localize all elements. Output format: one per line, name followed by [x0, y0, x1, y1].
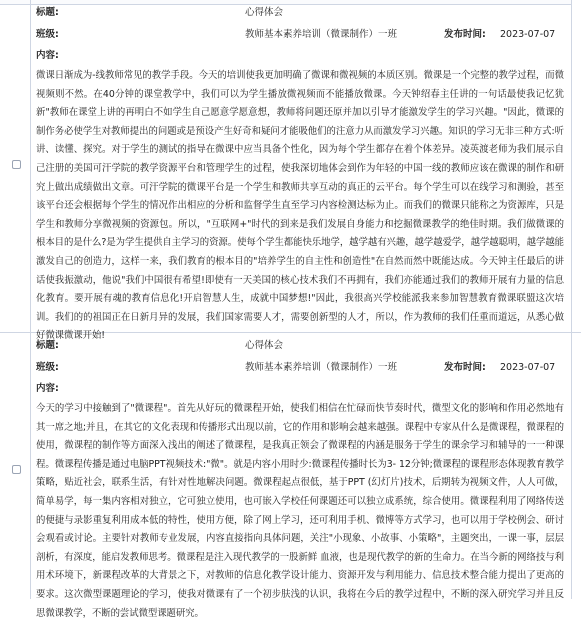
title-label: 标题:	[36, 7, 59, 18]
record-time: 2023-07-07	[500, 29, 556, 40]
checkbox-column	[0, 333, 31, 599]
content-label: 内容:	[36, 383, 59, 394]
record-title: 心得体会	[245, 7, 284, 18]
record-checkbox[interactable]	[12, 465, 21, 474]
record-time: 2023-07-07	[500, 362, 556, 373]
record-right-border	[571, 333, 581, 599]
class-label: 班级:	[36, 362, 59, 373]
record-body: 微课日渐成为-线教师常见的教学手段。今天的培训使我更加明确了微课和微视频的本质区别。微课是一个完整的教学过程，而微视频则不然。在40分钟的课堂教学中，我们可以为学生播放微视频而不能播放微课。今天钟绍春主任讲的一句话最使我记忆犹新"教师在课堂上讲的再明白不如学生自己愿意学愿意想，教师将问题还原并加以引导才能激发学生的学习兴趣。"因此，微课的制作务必使学生对教师提出的问题或是预设产生好奇和疑问才能吸他们的注意力从而激发学习兴趣。知识的学习无非三种方式:听讲、读懂、探究。对于学生的测试的指导在微课中应当具备个性化，因为每个学生都存在着个体差异。凌英渡老师为我们展示自己注册的美国可汗学院的教学资源平台和管理学生的过程，使我深切地体会到作为年轻的中国一线的教师应该在微课的制作和研究上做出成绩做出文章。可汗学院的微课平台是一个学生和教师共享互动的真正的云平台。每个学生可以在线学习和测验，甚至该平台还会根据每个学生的情况作出相应的分析和监督学生直至学习内容检测达标为止。而我们的微课只能称之为资源库，只是学生和教师分享微视频的资源包。所以，"互联网+"时代的到来是我们发展自身能力和挖掘微课教学的绝佳时期。我们做微课的根本目的是什么?是为学生提供自主学习的资源。使每个学生都能快乐地学，越学越有兴趣，越学越爱学，越学越聪明，越学越能激发自己的创造力，这样一来，我们教育的根本目的"培养学生的自主性和创造性"在自然而然中既能达成。今天钟主任最后的讲话使我振激动，他说"我们中国很有希望!即使有一天美国的核心技术我们不再拥有，我们亦能通过我们的教师开展有力量的信息化教育。要开展有魂的教育信息化!开启智慧人生，成就中国梦想!"因此，我很高兴学校能派我来参加智慧教育微课联盟这次培训。我们的的祖国正在日新月异的发展，我们国家需要人才，需要创新型的人才，所以，作为教师的我们任重而道远，从悉心做好微课微课开始!	[36, 70, 564, 342]
class-label: 班级:	[36, 29, 59, 40]
content-label: 内容:	[36, 50, 59, 61]
record-body: 今天的学习中接触到了"微课程"。首先从好玩的微课程开始，使我们相信在忙碌而快节奏时代，微型文化的影响和作用必然地有其一席之地;并且，在其它的文化表现和传播形式出现以前，它的作用和影响会越来越强。课程中专家从什么是微课程，微课程的使用，微课程的制作等方面深入浅出的阐述了微课程，是我真正领会了微课程的内涵是服务于学生的课余学习和辅导的一一种课程。微课程传播是通过电脑PPT视频技术:"微"。就是内容小用时少:微课程传播时长为3- 12分钟;微课程的课程形态体现教育教学策略，贴近社会，联系生活，有针对性地解决问题。微课程起点很低，基于PPT (幻灯片)技术，后期转为视频文件，人人可做，简单易学，每一集内容相对独立，它可独立使用，也可嵌入学校任何课题还可以独立成系统，综合使用。微课程利用了网络传送的便捷与录影重复利用成本低的特性，使用方便，除了网上学习，还可利用手机、微博等方式学习，也可以用于学校例会、研讨会观看或讨论。主要针对教师专业发展，内容直接指向具体问题，关注"小现象、小故事、小策略"，主题突出，一课一事，层层剖析，有深度，能启发教师思考。微课程是注入现代教学的一股新鲜 血液，也是现代教学的新的生命力。在当今新的网络技与利用术环境下，新课程改革的大背景之下，对教师的信息化教学设计能力、资源开发与利用能力、信息技术整合能力提出了更高的要求。这次微型课题理论的学习，使我对微课有了一个初步肤浅的认识，我将在今后的教学过程中，不断的深入研究学习并且反思微课教学，不断的尝试微型课题研究。	[36, 403, 564, 619]
title-label: 标题:	[36, 340, 59, 351]
record-class: 教师基本素养培训（微课制作）一班	[245, 29, 398, 40]
record-class: 教师基本素养培训（微课制作）一班	[245, 362, 398, 373]
record-checkbox[interactable]	[12, 160, 21, 169]
time-label: 发布时间:	[444, 362, 486, 373]
record-right-border	[571, 0, 581, 332]
checkbox-column	[0, 0, 31, 332]
record-title: 心得体会	[245, 340, 284, 351]
record-item	[0, 333, 581, 619]
time-label: 发布时间:	[444, 29, 486, 40]
